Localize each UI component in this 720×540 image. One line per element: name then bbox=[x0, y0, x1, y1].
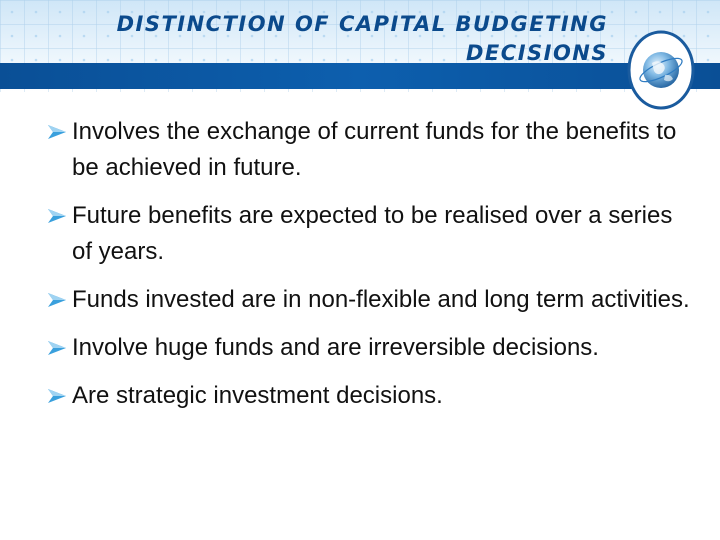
globe-icon bbox=[627, 30, 695, 110]
arrow-bullet-icon bbox=[46, 208, 68, 224]
bullet-item-2 bbox=[44, 198, 694, 270]
bullet-item-4 bbox=[44, 330, 694, 366]
slide-title bbox=[117, 10, 608, 68]
arrow-bullet-icon bbox=[46, 124, 68, 140]
bullet-text: Future benefits are expected to be realised over a series of years. bbox=[72, 202, 673, 265]
bullet-list bbox=[44, 114, 694, 426]
arrow-bullet-icon bbox=[46, 340, 68, 356]
arrow-bullet-icon bbox=[46, 388, 68, 404]
bullet-item-1 bbox=[44, 114, 694, 186]
bullet-text: Involves the exchange of current funds for the benefits to be achieved in future. bbox=[72, 118, 677, 181]
bullet-item-3 bbox=[44, 282, 694, 318]
bullet-text: Involve huge funds and are irreversible decisions. bbox=[72, 334, 599, 361]
title-line-1: DISTINCTION OF CAPITAL BUDGETING bbox=[116, 12, 608, 36]
bullet-text: Funds invested are in non-flexible and long term activities. bbox=[72, 286, 690, 313]
arrow-bullet-icon bbox=[46, 292, 68, 308]
title-line-2: DECISIONS bbox=[466, 41, 608, 65]
bullet-item-5 bbox=[44, 378, 694, 414]
bullet-text: Are strategic investment decisions. bbox=[72, 382, 443, 409]
